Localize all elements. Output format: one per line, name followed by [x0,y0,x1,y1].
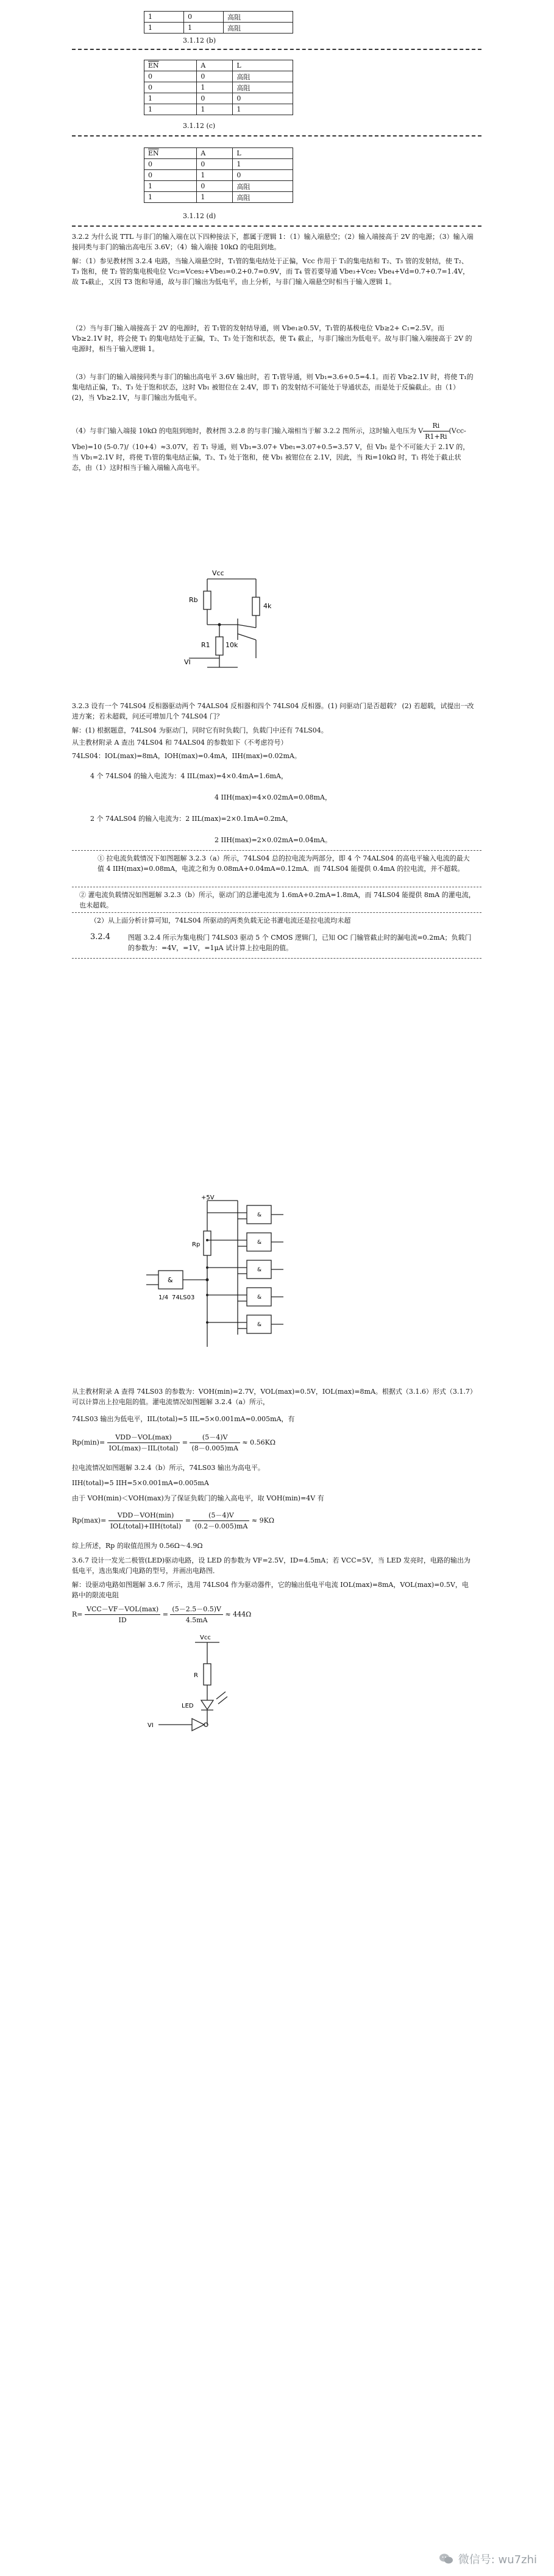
fraction-denominator: 4.5mA [185,1616,208,1624]
rp-label: Rp [192,1241,201,1248]
table-cell: 1 [144,12,184,23]
table-cell: 0 [233,170,293,181]
paragraph: 拉电流情况如图题解 3.2.4（b）所示，74LS03 输出为高电平。 [72,1464,265,1472]
paragraph: 图题 3.2.4 所示为集电极门 74LS03 驱动 5 个 CMOS 逻辑门，已知 OC 门输管截止时的漏电流=0.2mA；负载门的参数为：=4V，=1V，=1μA 试计算上拉电阻的值。 [128,934,472,952]
divider [72,49,481,50]
paragraph: ① 拉电流负载情况下如图题解 3.2.3（a）所示，74LS04 总的拉电流为两部分，即 4 个 74ALS04 的高电平输入电流的最大值 4 IIH(max)=0.08mA，电流之和为 0.08mA+0.04mA=0.12mA．而 74LS04 能提供 0.4mA 的拉电流，并不超载。 [98,854,470,873]
fraction-numerator: VDD－VOL(max) [107,1432,180,1443]
table-cell: 0 [144,71,197,82]
eq-text: = [182,1438,188,1447]
table-cell: 1 [144,192,197,203]
fraction-numerator: (5－4)V [190,1432,240,1443]
paragraph: 解：（1）参见教材图 3.2.4 电路，当输入端悬空时，T₁管的集电结处于正偏，Vcc 作用于 T₁的集电结和 T₂、T₃ 管的发射结，使 T₂、T₃ 饱和，使 T₂ 管的集电极电位 Vc₂=Vces₂+Vbe₃=0.2+0.7=0.9V，而 T₄ 管若要导通 Vbe₃+Vce₂ Vbe₄+Vd=0.7+0.7=1.4V，故 T₄截止，又因 T3 饱和导通，故与非门输出为低电平，由上分析，与非门输入端悬空时相当于输入逻辑 1。 [72,257,470,286]
table-row [144,170,293,181]
divider [72,225,481,227]
paragraph: 4 IIH(max)=4×0.02mA=0.08mA， [215,793,332,801]
paragraph: 3.6.7 设计一发光二极管(LED)驱动电路，设 LED 的参数为 VF=2.5V，ID=4.5mA；若 VCC=5V，当 LED 发亮时，电路的输出为低电平，选出集成门电路的型号，并画出电路图． [72,1556,471,1575]
eq-text: ≈ 0.56KΩ [242,1438,275,1447]
table-header-cell: L [233,148,293,159]
table-cell: 1 [197,170,233,181]
section-number: 3.2.4 [90,932,111,942]
text-span: (Vcc-Vbe)=10 (5-0.7)/（10+4）≈3.07V，若 T₁ 导通，则 Vb₁=3.07+ Vbe₁=3.07+0.5=3.57 V，但 Vb₁ 是个不可能大于 2.1V 的，当 Vb₁=2.1V 时，将使 T₁管的集电结正偏，T₂、T₃ 处于饱和，使 Vb₁ 被钳位在 2.1V，因此，当 Ri=10kΩ 时，T₁ 将处于截止状态，由（1）这时相当于输入端输入高电平。 [72,427,470,472]
svg-text:&: & [257,1294,262,1300]
paragraph: 2 IIH(max)=2×0.02mA=0.04mA。 [215,836,332,844]
table-cell: 0 [197,93,233,104]
r1-label: R1 [201,641,210,649]
paragraph: （2）当与非门输入端接高于 2V 的电源时，若 T₁管的发射结导通，则 Vbe₁≥0.5V，T₁管的基极电位 Vb≥2+ C₁=2.5V。而 Vb≥2.1V 时，将会使 T₁ 的集电结处于正偏，T₂、T₃ 处于饱和状态，使 T₄ 截止，与非门输出为低电平。故与非门输入端接高于 2V 的电源时，相当于输入逻辑 1。 [72,324,472,353]
table-row [144,181,293,192]
vi-label: VI [147,1722,154,1729]
wechat-icon [439,2553,453,2565]
paragraph: 综上所述，Rp 的取值范围为 0.56Ω～4.9Ω [72,1542,203,1550]
truth-table-d [144,147,293,203]
table-header-cell: L [233,60,293,71]
table-cell: 1 [197,192,233,203]
table-header-cell: A [197,60,233,71]
paragraph: 解：(1) 根据题意，74LS04 为驱动门，同时它有时负载门，负载门中还有 74LS04。 [72,726,328,734]
fraction-numerator: VCC－VF－VOL(max) [85,1604,160,1615]
table-row [144,12,293,23]
table-row [144,159,293,170]
junction-dot [206,1239,208,1241]
table-cell: 0 [184,12,224,23]
table-cell: 0 [144,82,197,93]
fraction [85,1604,160,1625]
table-header-row [144,60,293,71]
truth-table-c [144,60,293,115]
truth-table-b [144,11,293,34]
paragraph: 从主教材附录 A 查出 74LS04 和 74ALS04 的参数如下（不考虑符号） [72,739,288,747]
equation-rp-min [72,1432,474,1453]
svg-text:&: & [257,1267,262,1273]
table-cell: 0 [197,71,233,82]
table-header-cell: $\overline{EN}$ [144,148,197,159]
table-cell: 高阻 [233,181,293,192]
eq-text: Rp(min)= [72,1438,105,1447]
fraction [170,1604,223,1625]
table-header-cell: A [197,148,233,159]
eq-text: R= [72,1610,83,1619]
table-caption-b: 3.1.12 (b) [183,37,216,44]
fraction [107,1432,180,1453]
table-cell: 0 [233,93,293,104]
fraction [193,1510,249,1531]
divider [72,850,481,851]
table-header-row [144,148,293,159]
table-cell: 高阻 [233,192,293,203]
junction-dot [206,1279,209,1282]
paragraph: 3.2.2 为什么说 TTL 与非门的输入端在以下四种接法下，都属于逻辑 1：（1）输入端悬空；（2）输入端接高于 2V 的电源；（3）输入端接同类与非门的输出高电压 3.6V；（4）输入端接 10kΩ 的电阻到地。 [72,233,474,251]
paragraph: （2）从上面分析计算可知，74LS04 所驱动的两类负载无论书灌电流还是拉电流均未超 [90,917,351,924]
eq-text: ≈ 444Ω [225,1610,252,1619]
table-cell: 0 [197,159,233,170]
table-row [144,82,293,93]
paragraph: （3）与非门的输入端接同类与非门的输出高电平 3.6V 输出时，若 T₁管导通，则 Vb₁=3.6+0.5=4.1。而若 Vb≥2.1V 时，将使 T₁的集电结正偏，T₂、T₃ 处于饱和状态，这时 Vb₁ 被钳位在 2.4V，即 T₁ 的发射结不可能处于导通状态，而是处于反偏截止。由（1）(2)，当 Vb≥2.1V，与非门输出为低电平。 [72,373,474,402]
fraction-denominator: (8－0.005)mA [191,1444,238,1452]
table-cell: 1 [197,104,233,115]
table-cell: 1 [144,93,197,104]
r-label: R [194,1672,198,1679]
vcc-label: +5V [201,1194,215,1201]
fraction-numerator: VDD－VOH(min) [108,1510,183,1521]
rb-label: Rb [189,596,198,604]
eq-text: Rp(max)= [72,1516,107,1525]
junction-dot [218,623,221,626]
eq-text: = [185,1516,191,1525]
svg-text:&: & [257,1212,262,1218]
divider [72,912,481,913]
fraction-denominator: IOL(total)+IIH(total) [110,1522,182,1530]
paragraph: 由于 VOH(min)＜VOH(max)为了保证负载门的输入高电平，取 VOH(min)=4V 有 [72,1494,324,1502]
input-circuit-diagram [183,567,305,689]
table-caption-d: 3.1.12 (d) [183,212,216,220]
paragraph: IIH(total)=5 IIH=5×0.001mA=0.005mA [72,1479,209,1487]
led-driver-circuit-diagram [146,1633,268,1749]
table-row [144,23,293,34]
paragraph: 从主教材附录 A 查得 74LS03 的参数为：VOH(min)=2.7V，VOL(max)=0.5V，IOL(max)=8mA。根据式（3.1.6）形式（3.1.7）可以计算出上拉电阻的值。灌电流情况如图题解 3.2.4（a）所示， [72,1388,474,1406]
fraction-numerator: (5－2.5－0.5)V [170,1604,223,1615]
wechat-watermark [439,2551,537,2567]
table-cell: 1 [144,23,184,34]
paragraph: 2 个 74ALS04 的输入电流为：2 IIL(max)=2×0.1mA=0.2mA， [90,815,293,823]
paragraph: 74LS04：IOL(max)=8mA，IOH(max)=0.4mA，IIH(max)=0.02mA。 [72,752,301,760]
fraction-denominator: ID [118,1616,127,1624]
table-cell: 高阻 [233,82,293,93]
fraction-label: 1/4 [158,1294,169,1301]
table-row [144,71,293,82]
junction-dot [206,1321,208,1324]
table-caption-c: 3.1.12 (c) [183,122,216,130]
fraction-denominator: IOL(max)－IIL(total) [108,1444,179,1452]
junction-dot [206,1294,208,1296]
table-row [144,93,293,104]
junction-dot [206,1266,208,1269]
divider [72,958,481,959]
table-cell: 0 [144,170,197,181]
text-span: （4）与非门输入端接 10kΩ 的电阻到地时，教材图 3.2.8 的与非门输入端相当于解 3.2.2 图所示，这时输入电压为 V [72,427,424,435]
fraction [423,420,449,442]
table-cell: 高阻 [233,71,293,82]
led-label: LED [182,1703,194,1709]
table-header-cell: $\overline{EN}$ [144,60,197,71]
fraction-numerator: Ri [423,420,449,431]
paragraph: 74LS03 输出为低电平，IIL(total)=5 IIL=5×0.001mA=0.005mA，有 [72,1415,295,1423]
paragraph: 解：设驱动电路如图题解 3.6.7 所示，选用 74LS04 作为驱动器件，它的输出低电平电流 IOL(max)=8mA，VOL(max)=0.5V，电路中的限流电阻 [72,1581,469,1599]
resistor-value-label: 4k [263,602,272,610]
fraction-denominator: (0.2－0.005)mA [194,1522,248,1530]
paragraph-with-fraction [72,420,474,473]
divider [72,135,481,137]
svg-text:&: & [257,1240,262,1246]
svg-text:&: & [257,1322,262,1328]
resistor-value-label: 10k [226,641,238,649]
equation-led-resistor [72,1604,474,1625]
table-cell: 高阻 [224,12,293,23]
table-row [144,104,293,115]
table-cell: 1 [144,181,197,192]
equation-rp-max [72,1510,474,1531]
oc-gate-circuit-diagram [140,1194,323,1353]
vi-label: VI [184,658,191,666]
fraction [108,1510,183,1531]
watermark-text: 微信号: wu7zhi [458,2553,537,2566]
paragraph: 3.2.3 设有一个 74LS04 反相器驱动两个 74ALS04 反相器和四个 74LS04 反相器。(1) 问驱动门是否超载？ (2) 若超载，试提出一改进方案；若未超载，问还可增加几个 74LS04 门？ [72,702,474,720]
vcc-label: Vcc [200,1634,211,1641]
fraction-numerator: (5－4)V [193,1510,249,1521]
fraction [190,1432,240,1453]
table-cell: 1 [144,104,197,115]
table-cell: 1 [197,82,233,93]
table-cell: 0 [197,181,233,192]
table-cell: 1 [233,159,293,170]
table-cell: 1 [184,23,224,34]
eq-text: = [162,1610,168,1619]
vcc-label: Vcc [212,569,224,577]
paragraph: ② 灌电流负载情况如图题解 3.2.3（b）所示，驱动门的总灌电流为 1.6mA+0.2mA=1.8mA，而 74LS04 能提供 8mA 的灌电流，也未超载。 [79,891,475,909]
and-gate-symbol: & [168,1276,173,1284]
table-cell: 高阻 [224,23,293,34]
fraction-denominator: R1+Ri [425,433,447,441]
table-cell: 0 [144,159,197,170]
paragraph: 4 个 74LS04 的输入电流为：4 IIL(max)=4×0.4mA=1.6mA， [90,772,288,780]
eq-text: ≈ 9KΩ [251,1516,274,1525]
table-cell: 1 [233,104,293,115]
chip-label: 74LS03 [172,1294,195,1301]
table-row [144,192,293,203]
